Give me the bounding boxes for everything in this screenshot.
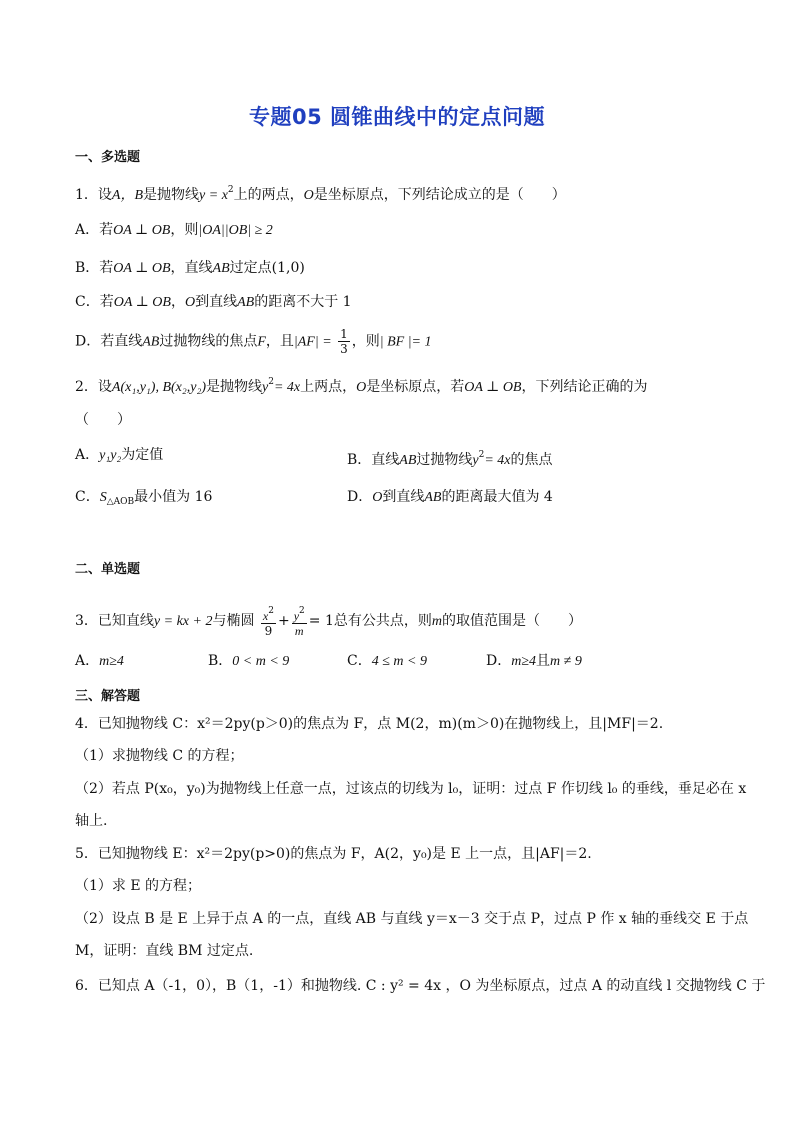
question-4-part-1: （1）求抛物线 C 的方程； (75, 748, 244, 764)
question-3-option-b: B．0 < m < 9 (208, 653, 290, 669)
question-2-option-c: C．$S_{\triangle AOB}$最小值为 16 (75, 489, 213, 507)
question-4-stem: 4．已知抛物线 C：x²＝2py(p＞0)的焦点为 F，点 M(2，m)(m＞0)在抛物线上，且|MF|＝2. (75, 716, 664, 732)
question-5-stem: 5．已知抛物线 E：x²＝2py(p>0)的焦点为 F，A(2，y₀)是 E 上一点，且|AF|＝2. (75, 846, 592, 862)
question-1-option-c: C．若OA ⊥ OB，O到直线AB的距离不大于 1 (75, 294, 352, 310)
section-heading-answer: 三、解答题 (75, 689, 141, 704)
question-1-stem: 1．设A，B是抛物线$y = x^2$上的两点，O是坐标原点，下列结论成立的是（ ） (75, 185, 566, 203)
question-3-stem: 3．已知直线y = kx + 2与椭圆 $\frac{x^2}{9}$ + $\frac{y^2}{m}$ = 1总有公共点，则m的取值范围是（ ） (75, 606, 582, 638)
question-3-option-a: A．m≥4 (75, 653, 124, 669)
question-2-stem: 2．设A(x₁,y₁), B(x₂,y₂)是抛物线$y^2= 4x$上两点，O是坐标原点，若OA ⊥ OB，下列结论正确的为 (75, 377, 648, 395)
question-4-part-2-cont: 轴上. (75, 813, 108, 829)
question-2-paren: （ ） (75, 412, 131, 428)
question-2-option-d: D．O到直线AB的距离最大值为 4 (347, 489, 553, 505)
question-1-option-d: D．若直线AB过抛物线的焦点F，且|AF| = $\frac{1}{3}$ ，则| BF |= 1 (75, 327, 432, 356)
question-2-option-a: A．y₁y₂为定值 (75, 447, 164, 463)
question-6-stem: 6．已知点 A（-1，0），B（1，-1）和抛物线. C : y² = 4x ，O 为坐标原点，过点 A 的动直线 l 交抛物线 C 于 (75, 978, 766, 994)
section-heading-multi-choice: 一、多选题 (75, 150, 141, 165)
question-1-option-a: A．若OA ⊥ OB，则|OA||OB| ≥ 2 (75, 222, 273, 238)
question-2-option-b: B．直线AB过抛物线$y^2= 4x$的焦点 (347, 450, 553, 468)
question-5-part-2-cont: M，证明：直线 BM 过定点. (75, 943, 254, 959)
question-1-option-b: B．若OA ⊥ OB，直线AB过定点(1,0) (75, 260, 305, 276)
question-5-part-1: （1）求 E 的方程； (75, 878, 202, 894)
fraction-one-third: $\frac{1}{3}$ (340, 327, 348, 356)
question-5-part-2: （2）设点 B 是 E 上异于点 A 的一点，直线 AB 与直线 y＝x－3 交于点 P，过点 P 作 x 轴的垂线交 E 于点 (75, 911, 749, 927)
question-3-option-c: C．4 ≤ m < 9 (347, 653, 427, 669)
fraction-x2-over-9: $\frac{x^2}{9}$ (262, 606, 274, 638)
page-title: 专题05 圆锥曲线中的定点问题 (248, 105, 546, 129)
section-heading-single-choice: 二、单选题 (75, 562, 141, 577)
question-3-option-d: D．m≥4且m ≠ 9 (486, 653, 582, 669)
fraction-y2-over-m: $\frac{y^2}{m}$ (293, 606, 305, 638)
question-4-part-2: （2）若点 P(x₀，y₀)为抛物线上任意一点，过该点的切线为 l₀，证明：过点 F 作切线 l₀ 的垂线，垂足必在 x (75, 781, 747, 797)
